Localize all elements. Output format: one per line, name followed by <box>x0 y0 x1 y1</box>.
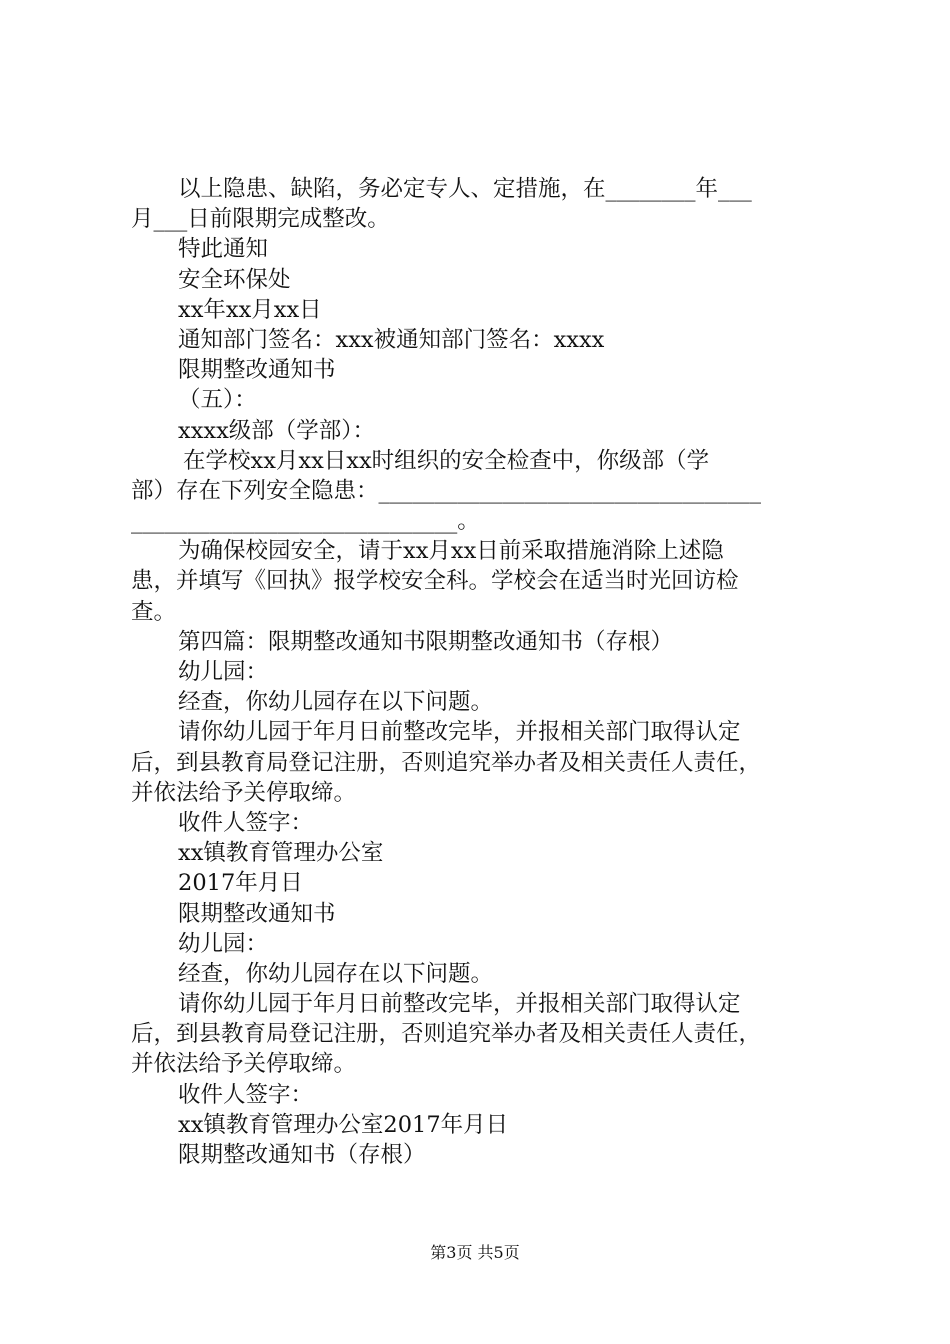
text-line: xxxx级部（学部）： <box>178 417 376 444</box>
text-line: 患，并填写《回执》报学校安全科。学校会在适当时光回访检 <box>131 568 739 595</box>
text-line: 通知部门签名：xxx被通知部门签名：xxxx <box>178 326 605 353</box>
text-line: 并依法给予关停取缔。 <box>131 1051 357 1078</box>
text-line: 限期整改通知书 <box>178 900 336 927</box>
document-body <box>131 174 831 1170</box>
text-line: 请你幼儿园于年月日前整改完毕，并报相关部门取得认定 <box>178 991 741 1018</box>
text-line: 查。 <box>131 598 177 625</box>
text-line: 以上隐患、缺陷，务必定专人、定措施，在________年___ <box>178 176 752 202</box>
text-line: 收件人签字： <box>178 809 314 836</box>
text-line: 幼儿园： <box>178 930 269 957</box>
text-line: 幼儿园： <box>178 659 269 685</box>
text-line: xx镇教育管理办公室2017年月日 <box>178 1111 509 1138</box>
text-line: 特此通知 <box>178 236 269 263</box>
text-line: 部）存在下列安全隐患：__________________________________ <box>131 477 762 504</box>
page-footer: 第3页 共5页 <box>430 1243 520 1262</box>
text-line: （五）： <box>178 387 257 414</box>
text-line: 并依法给予关停取缔。 <box>131 779 357 806</box>
text-line: 第四篇：限期整改通知书限期整改通知书（存根） <box>178 628 674 655</box>
text-line: 限期整改通知书 <box>178 357 336 384</box>
text-line: 后，到县教育局登记注册，否则追究举办者及相关责任人责任， <box>131 749 762 776</box>
text-line: 经查，你幼儿园存在以下问题。 <box>178 960 494 987</box>
text-line: 经查，你幼儿园存在以下问题。 <box>178 689 494 716</box>
text-line: 请你幼儿园于年月日前整改完毕，并报相关部门取得认定 <box>178 719 741 746</box>
text-line: 为确保校园安全，请于xx月xx日前采取措施消除上述隐 <box>178 538 724 565</box>
text-line: xx年xx月xx日 <box>178 296 322 323</box>
text-line: 2017年月日 <box>178 870 303 897</box>
text-line: 在学校xx月xx日xx时组织的安全检查中，你级部（学 <box>183 447 710 474</box>
text-line: 月___日前限期完成整改。 <box>131 206 390 233</box>
text-line: 安全环保处 <box>178 266 291 293</box>
text-line: 后，到县教育局登记注册，否则追究举办者及相关责任人责任， <box>131 1021 762 1048</box>
text-line: _____________________________。 <box>131 508 480 535</box>
text-line: 收件人签字： <box>178 1081 314 1108</box>
text-line: xx镇教育管理办公室 <box>178 840 384 867</box>
text-line: 限期整改通知书（存根） <box>178 1142 426 1168</box>
